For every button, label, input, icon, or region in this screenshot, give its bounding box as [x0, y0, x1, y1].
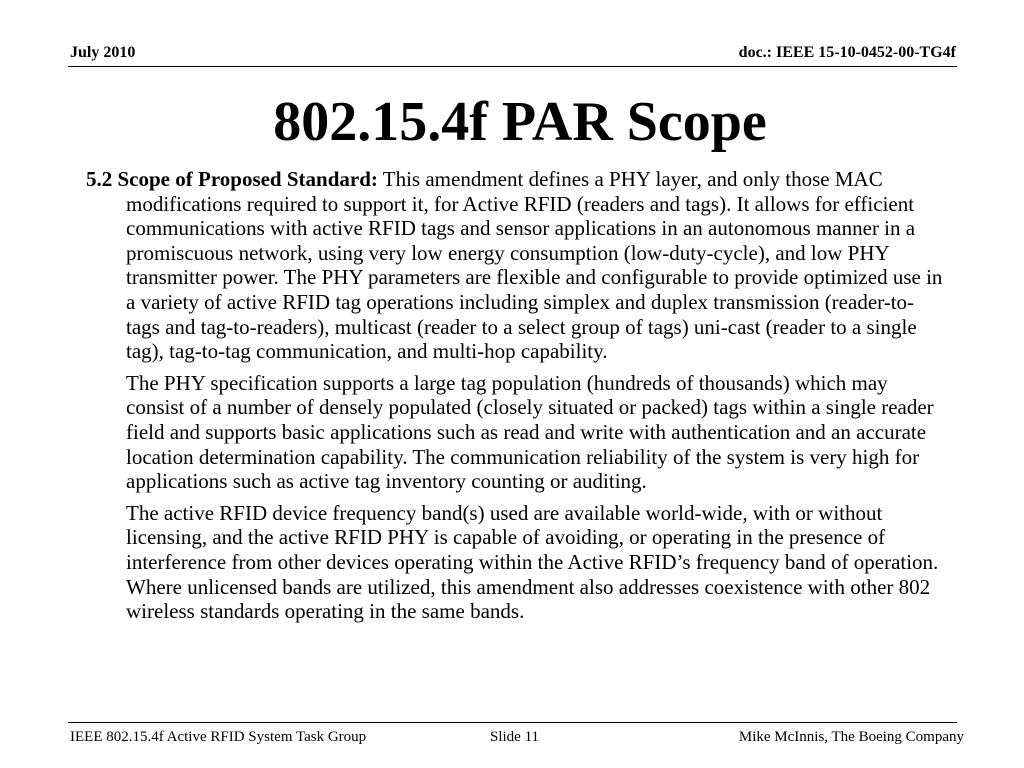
scope-paragraph-1-text: This amendment defines a PHY layer, and only those MAC modifications required to support it, for Active RFID (readers and tags). It allows for efficient communications with active RFID tags and sensor applications in an autonomous manner in a promiscuous network, using very low energy consumption (low-duty-cycle), and low PHY transmitter power. The PHY parameters are flexible and configurable to provide optimized use in a variety of active RFID tag operations including simplex and duplex transmission (reader-to-tags and tag-to-readers), multicast (reader to a select group of tags) uni-cast (reader to a single tag), tag-to-tag communication, and multi-hop capability. [126, 167, 943, 364]
footer-slide-number: Slide 11 [490, 729, 540, 745]
footer-author: Mike McInnis, The Boeing Company [738, 729, 964, 745]
scope-paragraph-2: The PHY specification supports a large tag population (hundreds of thousands) which may consist of a number of densely populated (closely situated or packed) tags within a single reader field and supports basic applications such as read and write with authentication and an accurate location determination capability. The communication reliability of the system is very high for applications such as active tag inventory counting or auditing. [126, 370, 934, 494]
scope-paragraph-3: The active RFID device frequency band(s) used are available world-wide, with or without licensing, and the active RFID PHY is capable of avoiding, or operating in the presence of interference from other devices operating within the Active RFID’s frequency band of operation. Where unlicensed bands are utilized, this amendment also addresses coexistence with other 802 wireless standards operating in the same bands. [126, 500, 939, 624]
header-doc-id: doc.: IEEE 15-10-0452-00-TG4f [738, 44, 956, 61]
scope-paragraph-1 [86, 167, 946, 364]
footer-group: IEEE 802.15.4f Active RFID System Task Group [70, 729, 367, 745]
slide-title: 802.15.4f PAR Scope [273, 91, 767, 153]
footer-divider [68, 722, 957, 723]
slide-body [86, 167, 946, 624]
header-divider [68, 66, 957, 67]
header-date: July 2010 [70, 44, 136, 61]
scope-lead: 5.2 Scope of Proposed Standard: [86, 167, 378, 191]
